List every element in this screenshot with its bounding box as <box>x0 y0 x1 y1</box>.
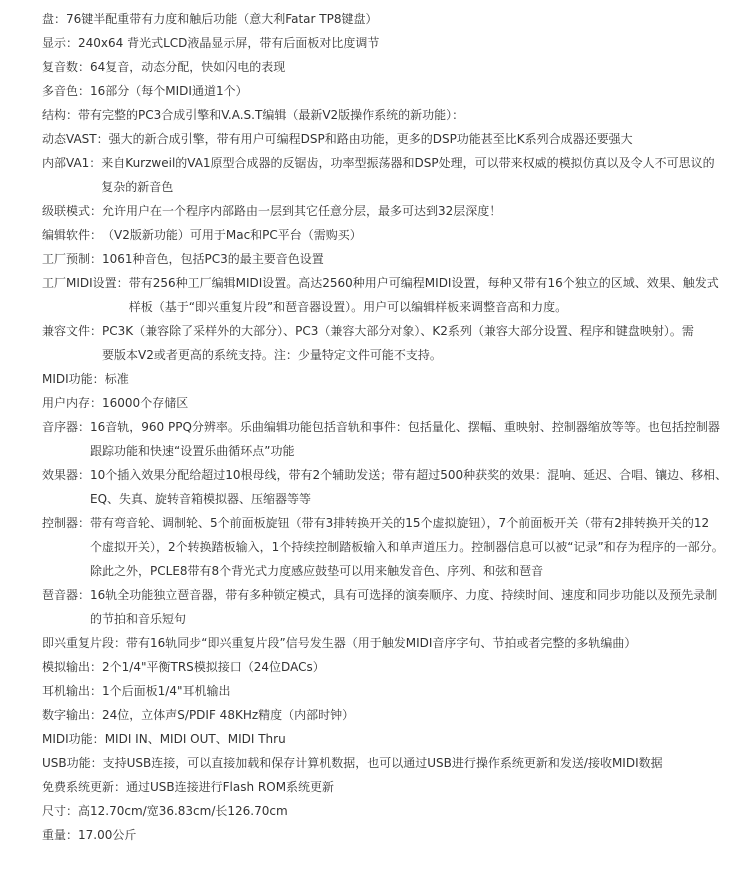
spec-value-line: 24位，立体声S/PDIF 48KHz精度（内部时钟） <box>102 708 355 722</box>
spec-value-line: 16音轨，960 PPQ分辨率。乐曲编辑功能包括音轨和事件：包括量化、摆幅、重映射、控制器缩放等等。也包括控制器 <box>90 420 720 434</box>
spec-value-line: 16轨全功能独立琶音器，带有多种锁定模式，具有可选择的演奏顺序、力度、持续时间、速度和同步功能以及预先录制 <box>90 588 718 602</box>
spec-label: 重量： <box>42 828 79 842</box>
spec-label: 即兴重复片段： <box>42 636 127 650</box>
spec-value-line: 要版本V2或者更高的系统支持。注：少量特定文件可能不支持。 <box>102 348 442 362</box>
spec-value-line: 16000个存储区 <box>102 396 189 410</box>
spec-value-line: 带有16轨同步“即兴重复片段”信号发生器（用于触发MIDI音序字句、节拍或者完整的多轨编曲） <box>126 636 637 650</box>
spec-value-line: 复杂的新音色 <box>101 180 174 194</box>
spec-row <box>42 655 722 679</box>
spec-row <box>42 55 722 79</box>
spec-row <box>42 199 722 223</box>
spec-value-line: EQ、失真、旋转音箱模拟器、压缩器等等 <box>90 492 312 506</box>
spec-value-line: 样板（基于“即兴重复片段”和琶音器设置）。用户可以编辑样板来调整音高和力度。 <box>128 300 568 314</box>
spec-value <box>78 823 722 847</box>
spec-value-line: 个虚拟开关），2个转换踏板输入，1个持续控制踏板输入和单声道压力。控制器信息可以被“记录”和存为程序的一部分。 <box>90 540 724 554</box>
spec-value-line: 除此之外，PCLE8带有8个背光式力度感应鼓垫可以用来触发音色、序列、和弦和琶音 <box>90 564 544 578</box>
spec-value <box>90 415 722 463</box>
spec-list <box>42 7 728 847</box>
spec-value-line: 17.00公斤 <box>78 828 137 842</box>
spec-label: 耳机输出： <box>42 684 103 698</box>
spec-value <box>66 7 722 31</box>
spec-row <box>42 703 722 727</box>
spec-label: 盘： <box>42 12 67 26</box>
spec-label: 结构： <box>42 108 79 122</box>
spec-label: 工厂MIDI设置： <box>42 276 129 290</box>
spec-value-line: 支持USB连接，可以直接加载和保存计算机数据，也可以通过USB进行操作系统更新和发送/接收MIDI数据 <box>102 756 663 770</box>
spec-label: 复音数： <box>42 60 91 74</box>
spec-value-line: 标准 <box>104 372 129 386</box>
spec-value <box>90 463 727 511</box>
spec-label: 兼容文件： <box>42 324 103 338</box>
spec-value <box>102 679 722 703</box>
spec-row <box>42 775 722 799</box>
spec-label: 免费系统更新： <box>42 780 127 794</box>
spec-label: 内部VA1： <box>42 156 102 170</box>
spec-label: 控制器： <box>42 516 91 530</box>
spec-value-line: 带有256种工厂编辑MIDI设置。高达2560种用户可编程MIDI设置，每种又带有16个独立的区域、效果、触发式 <box>128 276 719 290</box>
spec-label: 模拟输出： <box>42 660 103 674</box>
spec-value-line: PC3K（兼容除了采样外的大部分）、PC3（兼容大部分对象）、K2系列（兼容大部分设置、程序和键盘映射）。需 <box>102 324 694 338</box>
spec-value <box>90 79 722 103</box>
spec-value-line: 带有弯音轮、调制轮、5个前面板旋钮（带有3排转换开关的15个虚拟旋钮），7个前面板开关（带有2排转换开关的12 <box>90 516 710 530</box>
spec-row <box>42 799 722 823</box>
spec-label: MIDI功能： <box>42 732 105 746</box>
spec-label: 级联模式： <box>42 204 103 218</box>
spec-value <box>78 103 722 127</box>
spec-value-line: 76键半配重带有力度和触后功能（意大利Fatar TP8键盘） <box>66 12 378 26</box>
spec-value-line: MIDI IN、MIDI OUT、MIDI Thru <box>104 732 286 746</box>
spec-label: 琶音器： <box>42 588 91 602</box>
spec-row <box>42 679 722 703</box>
spec-value <box>126 631 722 655</box>
spec-row <box>42 151 722 199</box>
spec-row <box>42 319 722 367</box>
spec-row <box>42 127 722 151</box>
spec-row <box>42 271 722 319</box>
spec-value-line: 10个插入效果分配给超过10根母线，带有2个辅助发送；带有超过500种获奖的效果：混响、延迟、合唱、镶边、移相、 <box>90 468 728 482</box>
spec-label: 多音色： <box>42 84 91 98</box>
spec-row <box>42 511 722 583</box>
spec-value-line: 带有完整的PC3合成引擎和V.A.S.T编辑（最新V2版操作系统的新功能）： <box>78 108 465 122</box>
spec-value <box>102 223 722 247</box>
spec-row <box>42 751 722 775</box>
spec-value-line: 1061种音色，包括PC3的最主要音色设置 <box>102 252 324 266</box>
spec-label: MIDI功能： <box>42 372 105 386</box>
spec-value <box>105 367 722 391</box>
spec-row <box>42 391 722 415</box>
spec-label: 编辑软件： <box>42 228 103 242</box>
spec-value <box>109 127 722 151</box>
spec-value-line: 通过USB连接进行Flash ROM系统更新 <box>126 780 335 794</box>
spec-value <box>90 511 724 583</box>
spec-value-line: 2个1/4"平衡TRS模拟接口（24位DACs） <box>102 660 325 674</box>
spec-value-line: 的节拍和音乐短句 <box>90 612 187 626</box>
spec-value <box>102 391 722 415</box>
spec-row <box>42 103 722 127</box>
spec-value-line: 来自Kurzweil的VA1原型合成器的反锯齿，功率型振荡器和DSP处理，可以带来权威的模拟仿真以及令人不可思议的 <box>101 156 715 170</box>
spec-value-line: 强大的新合成引擎，带有用户可编程DSP和路由功能，更多的DSP功能甚至比K系列合成器还要强大 <box>108 132 633 146</box>
spec-label: 用户内存： <box>42 396 103 410</box>
spec-value-line: （V2版新功能）可用于Mac和PC平台（需购买） <box>102 228 362 242</box>
spec-row <box>42 463 728 511</box>
spec-value <box>103 751 722 775</box>
spec-label: 工厂预制： <box>42 252 103 266</box>
spec-row <box>42 247 722 271</box>
spec-value-line: 跟踪功能和快速“设置乐曲循环点”功能 <box>90 444 295 458</box>
spec-label: 数字输出： <box>42 708 103 722</box>
spec-value <box>126 775 722 799</box>
spec-label: USB功能： <box>42 756 103 770</box>
spec-label: 显示： <box>42 36 79 50</box>
spec-value <box>102 247 722 271</box>
spec-label: 效果器： <box>42 468 91 482</box>
spec-row <box>42 583 722 631</box>
spec-label: 尺寸： <box>42 804 79 818</box>
spec-value <box>90 583 722 631</box>
spec-value <box>102 703 722 727</box>
spec-value <box>101 151 722 199</box>
spec-value-line: 240x64 背光式LCD液晶显示屏，带有后面板对比度调节 <box>78 36 380 50</box>
spec-row <box>42 7 722 31</box>
spec-row <box>42 223 722 247</box>
spec-row <box>42 31 722 55</box>
spec-value <box>102 199 722 223</box>
spec-value <box>90 55 722 79</box>
spec-value-line: 16部分（每个MIDI通道1个） <box>90 84 248 98</box>
spec-value-line: 高12.70cm/宽36.83cm/长126.70cm <box>78 804 288 818</box>
spec-value <box>78 31 722 55</box>
spec-row <box>42 631 722 655</box>
spec-label: 动态VAST： <box>42 132 109 146</box>
spec-row <box>42 367 722 391</box>
spec-value <box>102 655 722 679</box>
spec-value-line: 允许用户在一个程序内部路由一层到其它任意分层，最多可达到32层深度！ <box>102 204 502 218</box>
spec-value <box>105 727 722 751</box>
spec-value <box>129 271 722 319</box>
spec-label: 音序器： <box>42 420 91 434</box>
spec-value <box>78 799 722 823</box>
spec-value-line: 64复音，动态分配，快如闪电的表现 <box>90 60 286 74</box>
spec-row <box>42 79 722 103</box>
spec-row <box>42 727 722 751</box>
spec-row <box>42 415 722 463</box>
spec-value-line: 1个后面板1/4"耳机输出 <box>102 684 231 698</box>
spec-row <box>42 823 722 847</box>
spec-value <box>102 319 722 367</box>
